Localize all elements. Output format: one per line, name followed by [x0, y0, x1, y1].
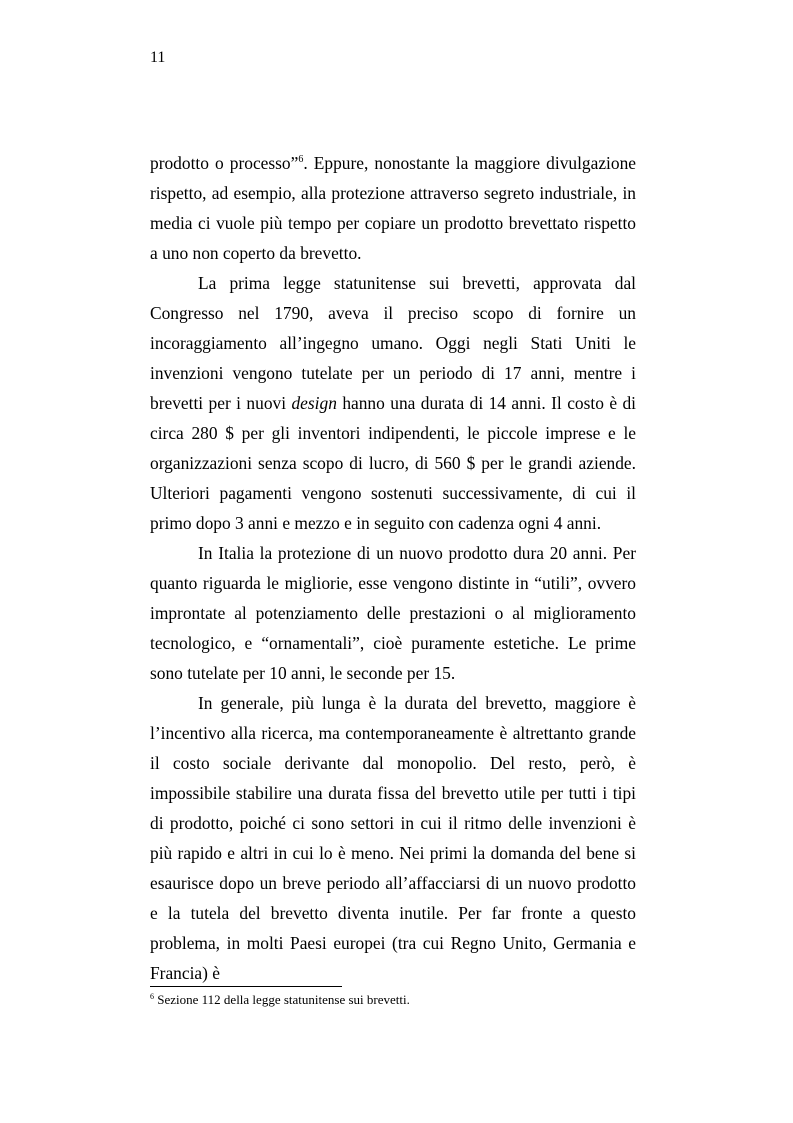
paragraph-3 — [150, 538, 636, 688]
page-number: 11 — [150, 49, 166, 66]
text-run: In generale, più lunga è la durata del brevetto, maggiore è l’incentivo alla ricerca, ma contemporaneamente è altrettanto grande il costo sociale derivante dal monopolio. Del resto, però, è impossibile stabilire una durata fissa del brevetto utile per tutti i tipi di prodotto, poiché ci sono settori in cui il ritmo delle invenzioni è più rapido e altri in cui lo è meno. Nei primi la domanda del bene si esaurisce dopo un breve periodo all’affacciarsi di un nuovo prodotto e la tutela del brevetto diventa inutile. Per far fronte a questo problema, in molti Paesi europei (tra cui Regno Unito, Germania e Francia) è — [150, 693, 636, 983]
footnote-reference: 6 — [298, 154, 304, 165]
paragraph-1 — [150, 148, 636, 268]
text-run: In Italia la protezione di un nuovo prodotto dura 20 anni. Per quanto riguarda le migliorie, esse vengono distinte in “utili”, ovvero improntate al potenziamento delle prestazioni o al miglioramento tecnologico, e “ornamentali”, cioè puramente estetiche. Le prime sono tutelate per 10 anni, le seconde per 15. — [150, 543, 636, 683]
text-run: La prima legge statunitense sui brevetti, approvata dal Congresso nel 1790, aveva il preciso scopo di fornire un incoraggiamento all’ingegno umano. Oggi negli Stati Uniti le invenzioni vengono tutelate per un periodo di 17 anni, mentre i brevetti per i nuovi — [150, 273, 636, 413]
text-run: . Eppure, nonostante la maggiore divulgazione rispetto, ad esempio, alla protezione attraverso segreto industriale, in media ci vuole più tempo per copiare un prodotto brevettato rispetto a uno non coperto da brevetto. — [150, 153, 636, 263]
text-run: hanno una durata di 14 anni. Il costo è di circa 280 $ per gli inventori indipendenti, le piccole imprese e le organizzazioni senza scopo di lucro, di 560 $ per le grandi aziende. Ulteriori pagamenti vengono sostenuti successivamente, di cui il primo dopo 3 anni e mezzo e in seguito con cadenza ogni 4 anni. — [150, 393, 637, 533]
body-text — [150, 148, 636, 988]
text-run: prodotto o processo” — [150, 153, 299, 173]
footnote-text: Sezione 112 della legge statunitense sui brevetti. — [154, 992, 410, 1007]
footnote — [150, 991, 636, 1009]
paragraph-4 — [150, 688, 636, 988]
italic-term: design — [291, 393, 337, 413]
footnote-separator — [150, 986, 342, 987]
paragraph-2 — [150, 268, 636, 538]
footnote-marker: 6 — [150, 992, 154, 1001]
